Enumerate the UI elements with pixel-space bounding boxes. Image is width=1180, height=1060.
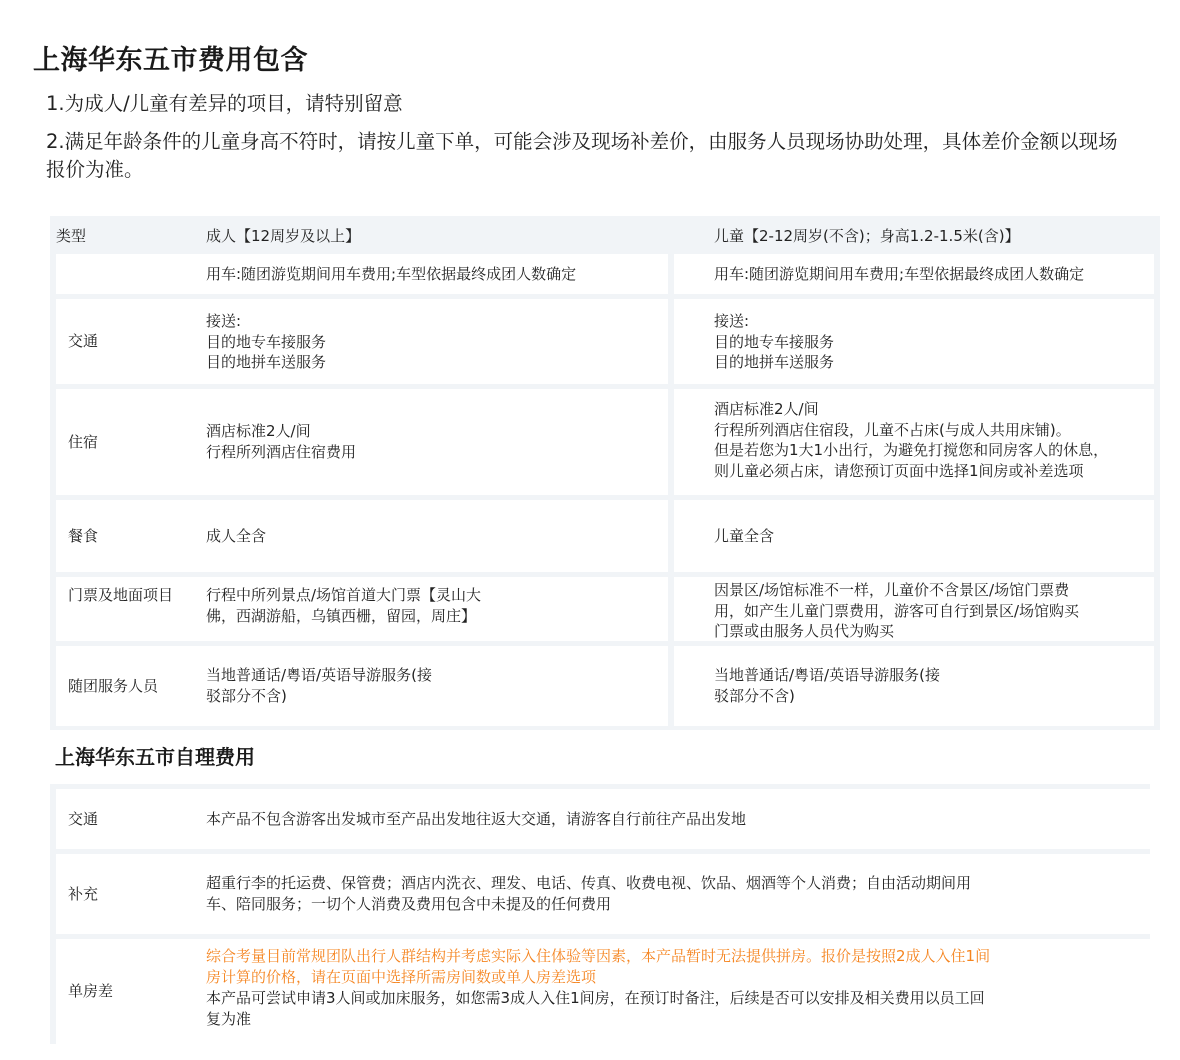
adult-cell: 用车:随团游览期间用车费用;车型依据最终成团人数确定 bbox=[206, 264, 577, 283]
child-cell: 儿童全含 bbox=[714, 526, 775, 545]
table-row bbox=[56, 577, 668, 641]
row-text: 本产品不包含游客出发城市至产品出发地往返大交通，请游客自行前往产品出发地 bbox=[206, 809, 747, 828]
adult-cell: 接送: 目的地专车接服务 目的地拼车送服务 bbox=[206, 312, 327, 371]
child-cell: 用车:随团游览期间用车费用;车型依据最终成团人数确定 bbox=[714, 264, 1085, 283]
row-label: 随团服务人员 bbox=[68, 676, 159, 695]
table-row bbox=[674, 500, 1154, 572]
row-label: 交通 bbox=[68, 332, 99, 351]
header-child: 儿童【2-12周岁(不含)；身高1.2-1.5米(含)】 bbox=[714, 227, 1020, 245]
table-row bbox=[674, 646, 1154, 726]
adult-cell: 行程中所列景点/场馆首道大门票【灵山大 佛，西湖游船，乌镇西栅，留园，周庄】 bbox=[206, 586, 482, 625]
self-pay-title: 上海华东五市自理费用 bbox=[55, 745, 255, 769]
table-row bbox=[674, 389, 1154, 495]
header-type: 类型 bbox=[56, 227, 87, 245]
adult-cell: 成人全含 bbox=[206, 526, 267, 545]
child-cell: 接送: 目的地专车接服务 目的地拼车送服务 bbox=[714, 312, 835, 371]
row-label: 住宿 bbox=[68, 432, 99, 451]
table-row bbox=[56, 299, 668, 384]
table-row bbox=[56, 254, 668, 294]
row-text: 超重行李的托运费、保管费；酒店内洗衣、理发、电话、传真、收费电视、饮品、烟酒等个人消费；自由活动期间用 车、陪同服务；一切个人消费及费用包含中未提及的任何费用 bbox=[206, 874, 972, 913]
table-row bbox=[674, 577, 1154, 641]
child-cell: 酒店标准2人/间 行程所列酒店住宿段，儿童不占床(与成人共用床铺)。 但是若您为1大1小出行，为避免打搅您和同房客人的休息， 则儿童必须占床，请您预订页面中选择1间房或补差选项 bbox=[714, 400, 1109, 480]
child-cell: 因景区/场馆标准不一样，儿童价不含景区/场馆门票费 用，如产生儿童门票费用，游客可自行到景区/场馆购买 门票或由服务人员代为购买 bbox=[714, 581, 1080, 640]
header-adult: 成人【12周岁及以上】 bbox=[206, 227, 361, 245]
row-label: 单房差 bbox=[68, 982, 114, 1001]
row-text: 本产品可尝试申请3人间或加床服务，如您需3成人入住1间房，在预订时备注，后续是否可以安排及相关费用以员工回 复为准 bbox=[206, 989, 985, 1028]
self-pay-table bbox=[50, 784, 1150, 1044]
row-label: 门票及地面项目 bbox=[68, 586, 174, 604]
note-1: 1.为成人/儿童有差异的项目，请特别留意 bbox=[46, 92, 403, 115]
note-2: 2.满足年龄条件的儿童身高不符时，请按儿童下单，可能会涉及现场补差价，由服务人员现场协助处理，具体差价金额以现场报价为准。 bbox=[46, 130, 1118, 181]
table-row bbox=[56, 646, 668, 726]
adult-cell: 当地普通话/粤语/英语导游服务(接 驳部分不含) bbox=[206, 666, 432, 705]
page-title: 上海华东五市费用包含 bbox=[33, 45, 308, 76]
adult-cell: 酒店标准2人/间 行程所列酒店住宿费用 bbox=[206, 422, 357, 461]
table-row bbox=[674, 299, 1154, 384]
row-label: 交通 bbox=[68, 809, 99, 828]
table-row bbox=[56, 939, 1150, 1044]
fee-include-table bbox=[50, 216, 1160, 730]
row-highlight-text: 综合考量目前常规团队出行人群结构并考虑实际入住体验等因素，本产品暂时无法提供拼房。报价是按照2成人入住1间 房计算的价格，请在页面中选择所需房间数或单人房差选项 bbox=[206, 947, 991, 986]
table-row bbox=[674, 254, 1154, 294]
row-label: 餐食 bbox=[68, 526, 99, 545]
table-row bbox=[56, 389, 668, 495]
table-row bbox=[56, 789, 1150, 849]
child-cell: 当地普通话/粤语/英语导游服务(接 驳部分不含) bbox=[714, 666, 940, 705]
row-label: 补充 bbox=[68, 884, 99, 903]
table-row bbox=[56, 500, 668, 572]
table-row bbox=[56, 854, 1150, 934]
